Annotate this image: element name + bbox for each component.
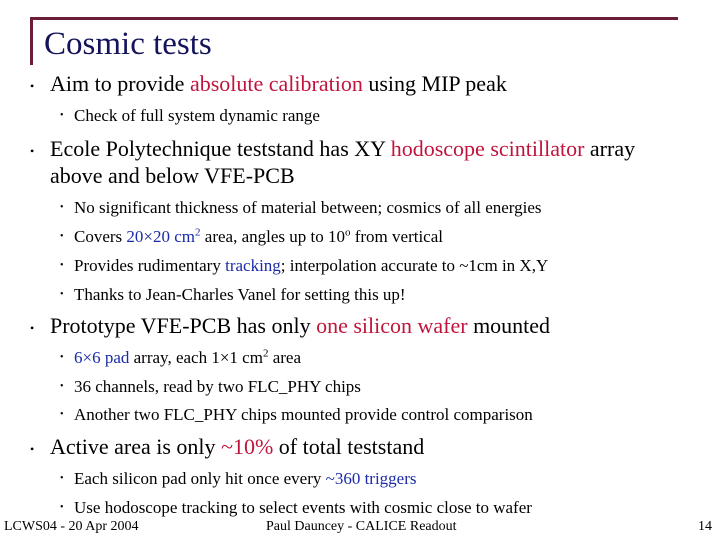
bullet-ecole: Ecole Polytechnique teststand has XY hodoscope scintillator array <box>50 136 636 161</box>
bullet-aim: Aim to provide absolute calibration using MIP peak <box>50 71 507 96</box>
bullet-active-area: Active area is only ~10% of total teststand <box>50 434 425 459</box>
sub-bullet-dynamic-range: Check of full system dynamic range <box>74 106 320 125</box>
sub-bullet-pad-array: 6×6 pad array, each 1×1 $cm^2$ area <box>74 347 302 367</box>
sub-bullet-channels: 36 channels, read by two FLC_PHY chips <box>74 377 361 396</box>
sub-bullet-coverage: Covers 20×20 $cm^2$ area, angles up to 10$^o$ from vertical <box>74 226 443 246</box>
sub-bullet-thanks: Thanks to Jean-Charles Vanel for setting this up! <box>74 285 406 304</box>
sub-bullet-marker: • <box>60 231 64 242</box>
bullet-marker: • <box>30 79 35 93</box>
sub-bullet-marker: • <box>60 409 64 420</box>
sub-bullet-marker: • <box>60 381 64 392</box>
footer-date: LCWS04 - 20 Apr 2004 <box>4 519 139 534</box>
sub-bullet-marker: • <box>60 502 64 513</box>
bullet-marker: • <box>30 321 35 335</box>
sub-bullet-marker: • <box>60 202 64 213</box>
slide-title: Cosmic tests <box>44 26 212 62</box>
sub-bullet-triggers: Each silicon pad only hit once every ~360 triggers <box>74 469 417 488</box>
sub-bullet-marker: • <box>60 352 64 363</box>
bullet-marker: • <box>30 144 35 158</box>
bullet-marker: • <box>30 442 35 456</box>
sub-bullet-marker: • <box>60 473 64 484</box>
sub-bullet-tracking: Provides rudimentary tracking; interpolation accurate to ~1cm in X,Y <box>74 256 549 275</box>
sub-bullet-marker: • <box>60 110 64 121</box>
sub-bullet-marker: • <box>60 289 64 300</box>
bullet-ecole-line2: above and below VFE-PCB <box>50 163 295 188</box>
title-frame-top <box>30 17 678 20</box>
bullet-prototype: Prototype VFE-PCB has only one silicon wafer mounted <box>50 313 551 338</box>
footer-author: Paul Dauncey - CALICE Readout <box>266 519 457 534</box>
sub-bullet-material: No significant thickness of material between; cosmics of all energies <box>74 198 542 217</box>
title-frame-left <box>30 17 33 65</box>
footer-page-number: 14 <box>698 519 712 534</box>
sub-bullet-marker: • <box>60 260 64 271</box>
sub-bullet-control: Another two FLC_PHY chips mounted provide control comparison <box>74 405 533 424</box>
sub-bullet-hodoscope: Use hodoscope tracking to select events with cosmic close to wafer <box>74 498 532 517</box>
